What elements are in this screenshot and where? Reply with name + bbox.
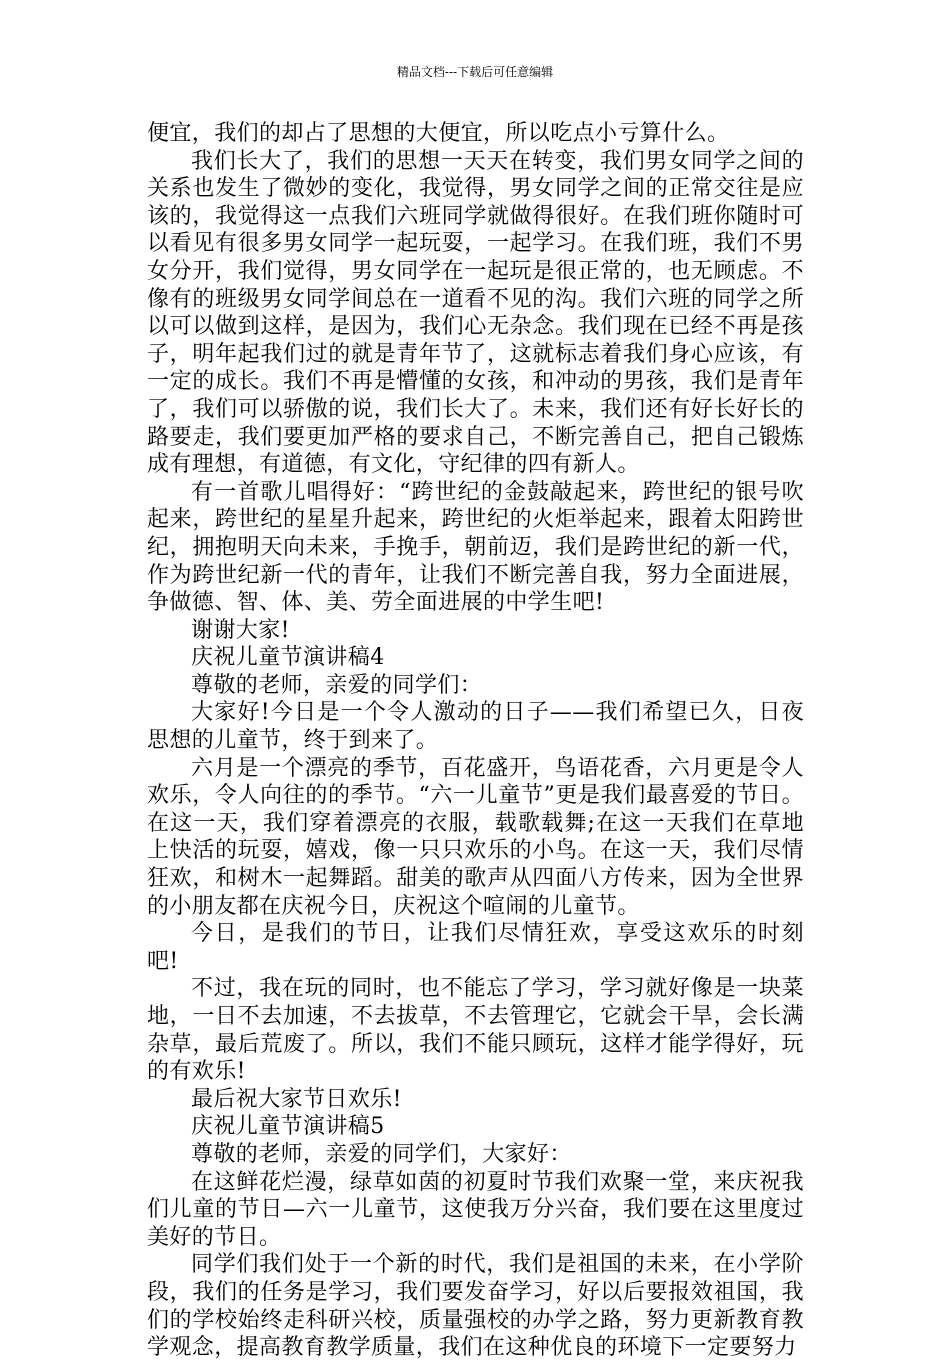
paragraph: 谢谢大家! [191, 617, 290, 643]
paragraph: 大家好!今日是一个令人激动的日子——我们希望已久，日夜思想的儿童节，终于到来了。 [147, 700, 804, 754]
paragraph: 最后祝大家节日欢乐! [191, 1086, 402, 1112]
paragraph: 不过，我在玩的同时，也不能忘了学习，学习就好像是一块菜地，一日不去加速，不去拔草，不去管理它，它就会干旱，会长满杂草，最后荒废了。所以，我们不能只顾玩，这样才能学得好，玩的有欢乐! [147, 976, 804, 1085]
paragraph: 今日，是我们的节日，让我们尽情狂欢，享受这欢乐的时刻吧! [147, 921, 804, 974]
paragraph: 在这鲜花烂漫，绿草如茵的初夏时节我们欢聚一堂，来庆祝我们儿童的节日—六一儿童节，这使我万分兴奋，我们要在这里度过美好的节日。 [147, 1169, 804, 1250]
paragraph: 六月是一个漂亮的季节，百花盛开，鸟语花香，六月更是令人欢乐，令人向往的的季节。“六一儿童节”更是我们最喜爱的节日。在这一天，我们穿着漂亮的衣服，载歌载舞;在这一天我们在草地上快活的玩耍，嬉戏，像一只只欢乐的小鸟。在这一天，我们尽情狂欢，和树木一起舞蹈。甜美的歌声从四面八方传来，因为全世界的小朋友都在庆祝今日，庆祝这个喧闹的儿童节。 [147, 755, 804, 919]
paragraph: 我们长大了，我们的思想一天天在转变，我们男女同学之间的关系也发生了微妙的变化，我觉得，男女同学之间的正常交往是应该的，我觉得这一点我们六班同学就做得很好。在我们班你随时可以看见有很多男女同学一起玩耍，一起学习。在我们班，我们不男女分开，我们觉得，男女同学在一起玩是很正常的，也无顾虑。不像有的班级男女同学间总在一道看不见的沟。我们六班的同学之所以可以做到这样，是因为，我们心无杂念。我们现在已经不再是孩子，明年起我们过的就是青年节了，这就标志着我们身心应该，有一定的成长。我们不再是懵懂的女孩，和冲动的男孩，我们是青年了，我们可以骄傲的说，我们长大了。未来，我们还有好长好长的路要走，我们要更加严格的要求自己，不断完善自己，把自己锻炼成有理想，有道德，有文化，守纪律的四有新人。 [147, 148, 804, 478]
salutation: 尊敬的老师，亲爱的同学们，大家好： [191, 1141, 572, 1167]
section-heading: 庆祝儿童节演讲稿5 [191, 1114, 385, 1140]
salutation: 尊敬的老师，亲爱的同学们： [191, 672, 483, 698]
section-heading: 庆祝儿童节演讲稿4 [191, 645, 385, 671]
document-body [147, 120, 804, 1362]
page-header: 精品文档---下载后可任意编辑 [396, 65, 554, 79]
paragraph: 同学们我们处于一个新的时代，我们是祖国的未来，在小学阶段，我们的任务是学习，我们要发奋学习，好以后要报效祖国，我们的学校始终走科研兴校，质量强校的办学之路，努力更新教育教学观念，提高教育教学质量，我们在这种优良的环境下一定要努力 [147, 1252, 804, 1361]
paragraph: 有一首歌儿唱得好：“跨世纪的金鼓敲起来，跨世纪的银号吹起来，跨世纪的星星升起来，跨世纪的火炬举起来，跟着太阳跨世纪，拥抱明天向未来，手挽手，朝前迈，我们是跨世纪的新一代，作为跨世纪新一代的青年，让我们不断完善自我，努力全面进展，争做德、智、体、美、劳全面进展的中学生吧! [147, 479, 804, 616]
paragraph: 便宜，我们的却占了思想的大便宜，所以吃点小亏算什么。 [147, 121, 730, 146]
